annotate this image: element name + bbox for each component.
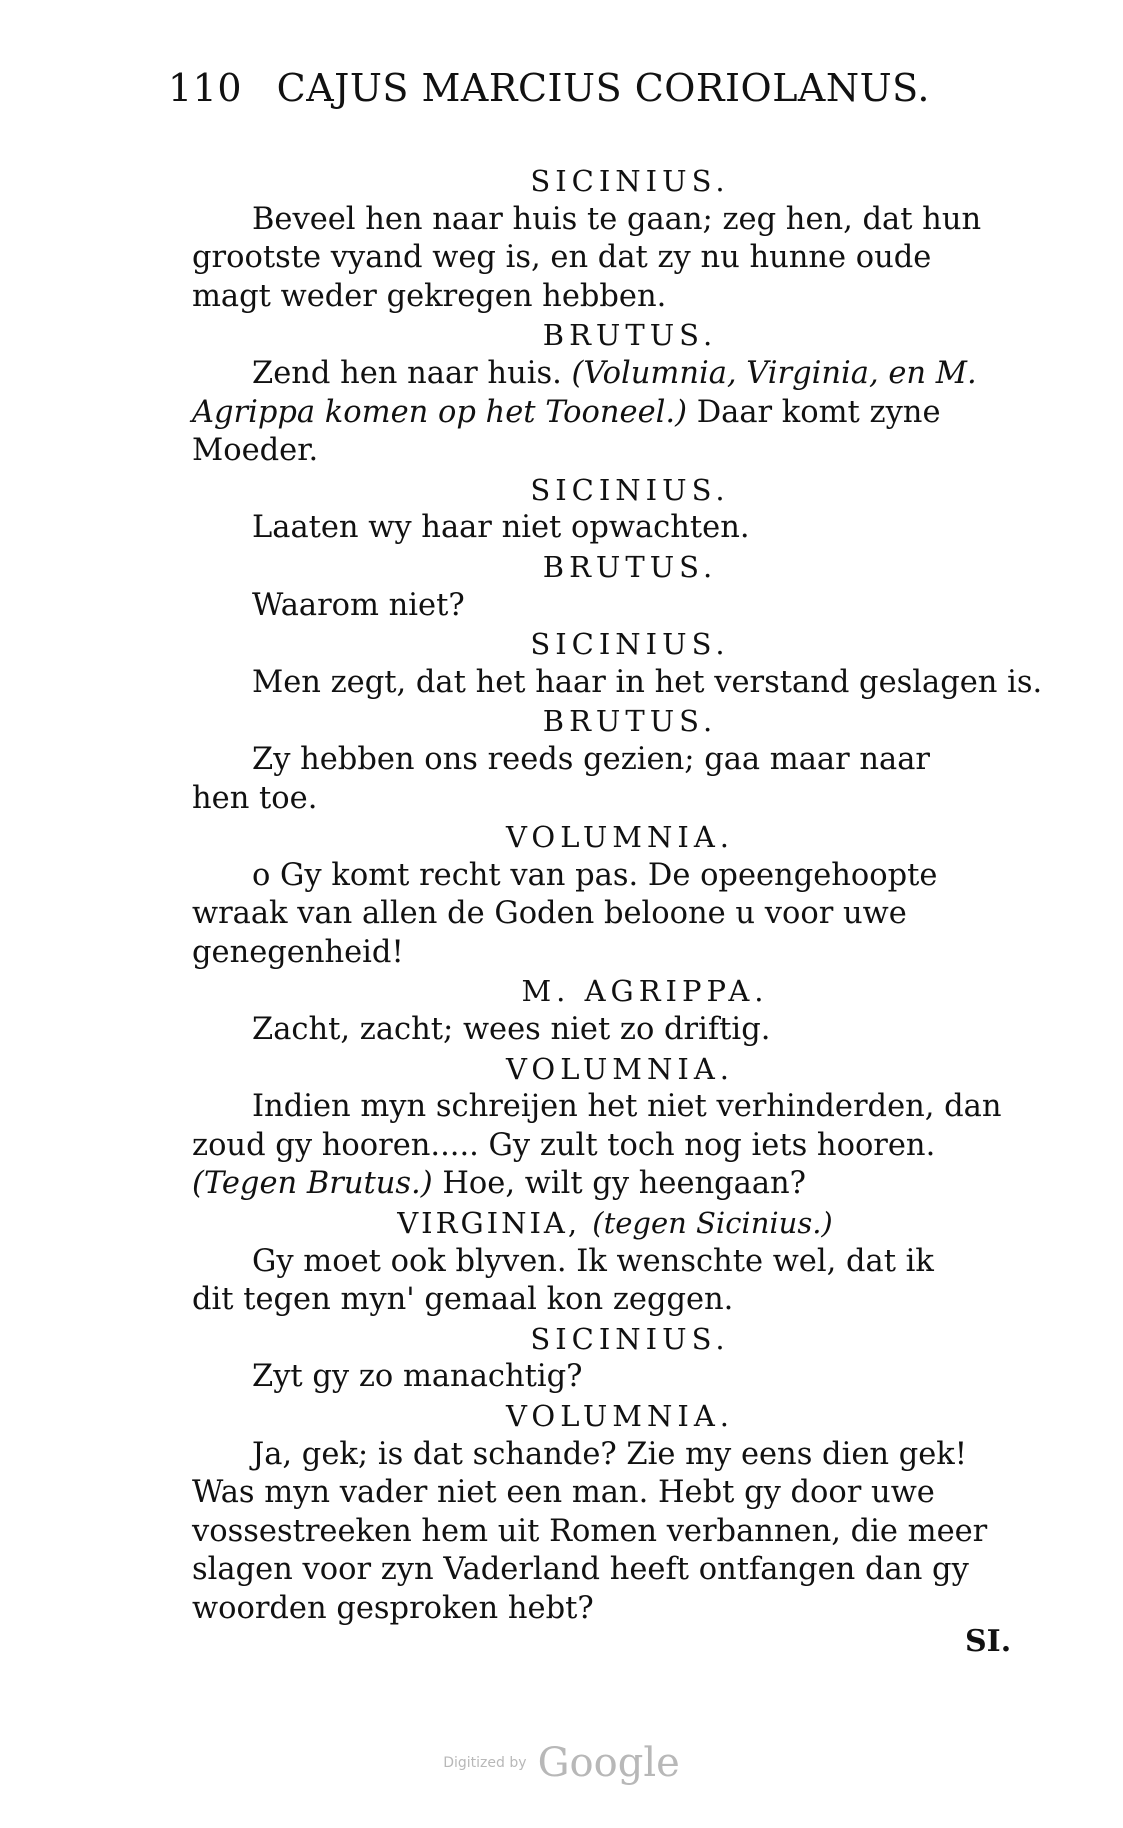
speech-line: magt weder gekregen hebben. bbox=[192, 278, 667, 314]
speaker-heading: VOLUMNIA. bbox=[505, 820, 734, 855]
digitization-watermark bbox=[0, 1740, 1123, 1786]
speech-line: dit tegen myn' gemaal kon zeggen. bbox=[192, 1282, 734, 1318]
speaker-heading: SICINIUS. bbox=[530, 472, 730, 507]
speaker-heading: SICINIUS. bbox=[530, 1321, 730, 1356]
catchword: SI. bbox=[965, 1624, 1012, 1659]
speech bbox=[180, 664, 1043, 703]
speech-line: genegenheid! bbox=[192, 934, 404, 970]
speaker-name: VIRGINIA, bbox=[397, 1206, 581, 1241]
stage-direction: (Tegen Brutus.) bbox=[192, 1166, 433, 1202]
speech bbox=[180, 1243, 1020, 1320]
speech bbox=[180, 1011, 1020, 1050]
speech-line: slagen voor zyn Vaderland heeft ontfangen dan gy bbox=[192, 1552, 969, 1588]
speech-line: Zacht, zacht; wees niet zo driftig. bbox=[252, 1012, 771, 1048]
speech-line: Men zegt, dat het haar in het verstand geslagen is. bbox=[252, 664, 1043, 700]
speech bbox=[180, 509, 1020, 548]
speech-line: Laaten wy haar niet opwachten. bbox=[252, 510, 750, 546]
speech-line: Gy moet ook blyven. Ik wenschte wel, dat ik bbox=[252, 1243, 934, 1279]
speech-line: Agrippa komen op het Tooneel.) Daar komt zyne bbox=[192, 394, 941, 430]
speech bbox=[180, 857, 1020, 973]
speech bbox=[180, 1088, 1020, 1204]
stage-direction: (Volumnia, Virginia, en M. bbox=[571, 355, 977, 391]
speech-text: Zend hen naar huis. bbox=[252, 355, 572, 391]
speech bbox=[180, 1436, 1020, 1629]
speech bbox=[180, 201, 1020, 317]
speech bbox=[180, 355, 1020, 471]
speaker-heading: M. AGRIPPA. bbox=[521, 974, 769, 1009]
play-text bbox=[180, 162, 1043, 1629]
speaker-heading: SICINIUS. bbox=[530, 164, 730, 198]
speech-line: Ja, gek; is dat schande? Zie my eens dien gek! bbox=[252, 1436, 968, 1472]
running-header bbox=[168, 66, 930, 110]
running-title: CAJUS MARCIUS CORIOLANUS. bbox=[276, 66, 930, 110]
speaker-heading: VOLUMNIA. bbox=[505, 1399, 734, 1433]
stage-direction: Agrippa komen op het Tooneel.) bbox=[192, 394, 687, 430]
speech-line: Waarom niet? bbox=[252, 587, 465, 623]
speech-line: Indien myn schreijen het niet verhinderden, dan bbox=[252, 1089, 1002, 1125]
speech-line: wraak van allen de Goden beloone u voor uwe bbox=[192, 896, 907, 932]
speech-line bbox=[156, 1165, 1020, 1204]
page-number: 110 bbox=[168, 66, 243, 110]
speaker-heading: VOLUMNIA. bbox=[505, 1051, 734, 1086]
speech-line: vossestreeken hem uit Romen verbannen, die meer bbox=[192, 1513, 988, 1549]
stage-direction: (tegen Sicinius.) bbox=[592, 1206, 833, 1241]
speech bbox=[180, 1358, 1020, 1397]
speech-line bbox=[180, 355, 1020, 394]
speech-line: Moeder. bbox=[192, 433, 319, 469]
digitized-by-label: Digitized by bbox=[443, 1755, 527, 1771]
speech bbox=[180, 587, 1020, 626]
speech-line: hen toe. bbox=[192, 780, 318, 816]
speech-line: woorden gesproken hebt? bbox=[192, 1590, 594, 1626]
speech-line: Beveel hen naar huis te gaan; zeg hen, dat hun bbox=[252, 201, 982, 237]
speaker-heading: BRUTUS. bbox=[542, 549, 718, 584]
speech-line: o Gy komt recht van pas. De opeengehoopte bbox=[252, 857, 938, 893]
google-logo: Google bbox=[537, 1740, 680, 1786]
speaker-heading bbox=[180, 1204, 1020, 1243]
speech-line: zoud gy hooren..... Gy zult toch nog iets hooren. bbox=[192, 1127, 936, 1163]
speech bbox=[180, 741, 1020, 818]
speech-line: Was myn vader niet een man. Hebt gy door uwe bbox=[192, 1475, 935, 1511]
speech-line: Zyt gy zo manachtig? bbox=[252, 1359, 583, 1395]
speech-line: Zy hebben ons reeds gezien; gaa maar naar bbox=[252, 741, 930, 777]
speaker-heading: BRUTUS. bbox=[542, 318, 718, 353]
speaker-heading: BRUTUS. bbox=[542, 704, 718, 739]
speaker-heading: SICINIUS. bbox=[530, 627, 730, 662]
speech-line: grootste vyand weg is, en dat zy nu hunne oude bbox=[192, 240, 932, 276]
speech-text: Hoe, wilt gy heengaan? bbox=[442, 1166, 807, 1202]
